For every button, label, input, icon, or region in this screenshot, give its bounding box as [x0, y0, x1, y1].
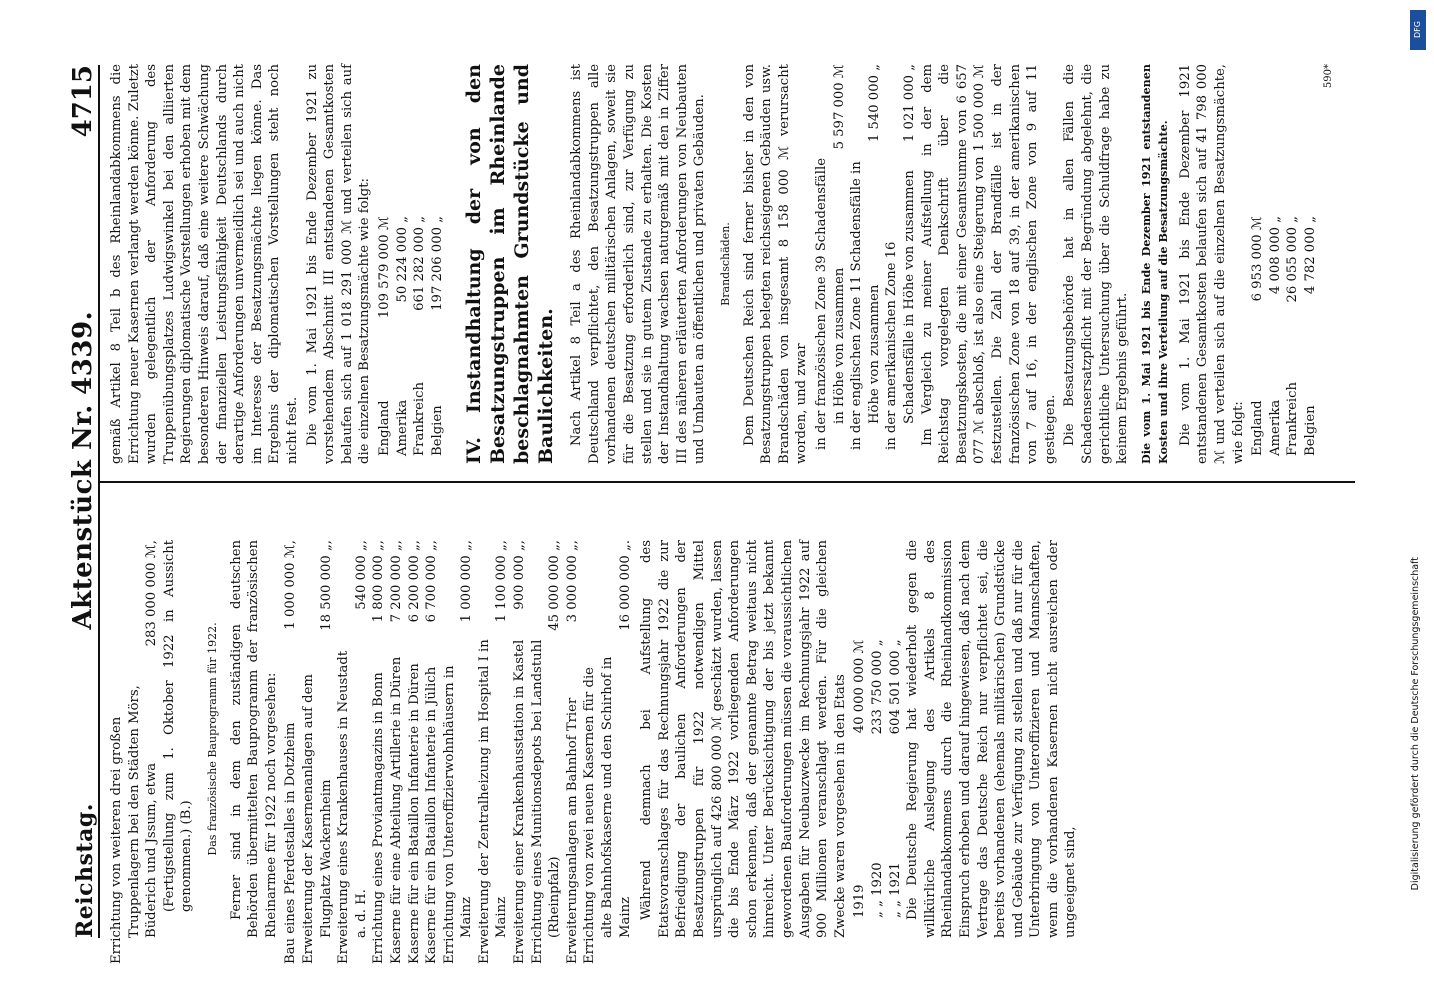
cell-label: 1919	[852, 884, 868, 918]
cell-label: Kaserne für ein Bataillon Infanterie in Jülich	[424, 666, 440, 964]
header-title: Aktenstück Nr. 4339.	[68, 310, 98, 630]
cell-value: 1 540 000 „	[866, 64, 882, 143]
list-item	[529, 540, 564, 938]
list-item	[581, 540, 634, 938]
list-item	[423, 540, 441, 938]
cell-value: 1 000 000 ℳ,	[283, 540, 299, 630]
damages-table	[813, 64, 919, 464]
sidebar-credit	[1406, 0, 1432, 1000]
cell-label: in der französischen Zone 39 Schadensfälle in Höhe von zusammen	[814, 157, 847, 450]
cell-value: 26 055 000 „	[1285, 216, 1301, 303]
cell-value: 6 700 000 „,	[424, 540, 440, 623]
cell-label: Frankreich	[1285, 381, 1301, 456]
cell-label: in der amerikanischen Zone 16 Schadensfälle in Höhe von zusammen	[884, 170, 917, 450]
cell-label: Errichtung eines Proviantmagazins in Bonn	[371, 672, 387, 964]
cell-label: England	[1250, 400, 1266, 456]
cell-value: 900 000 „,	[512, 540, 528, 610]
cell-label: Erweiterung der Zentralheizung im Hospital I in Mainz	[476, 639, 510, 964]
right-para3: Nach Artikel 8 Teil a des Rheinlandabkommens ist Deutschland verpflichtet, den Besatzungstruppen alle vorhandenen deutschen militärischen Anlagen, soweit sie für die Besatzung erforderlich sind, zur Verfügung zu stellen und sie in gutem Zustande zu erhalten. Die Kosten der Instandhaltung wachsen naturgemäß mit den in Ziffer III des näheren erläuterten Anforderungen von Neubauten und Umbauten an öffentlichen und privaten Gebäuden.	[569, 64, 708, 464]
right-note: Die vom 1. Mai 1921 bis Ende Dezember 1921 entstandenen Kosten und ihre Verteilung auf die Besatzungsmächte.	[1138, 64, 1171, 464]
table-row	[1284, 216, 1302, 456]
table-row	[1249, 216, 1267, 456]
cell-label: Amerika	[1267, 399, 1283, 456]
left-intro: Ferner sind in dem den zuständigen deutschen Behörden übermittelten Bauprogramm der französischen Rheinarmee für 1922 noch vorgesehen:	[228, 540, 279, 938]
cell-value: 16 000 000 „.	[617, 540, 633, 631]
cell-label: England	[376, 400, 392, 456]
costs-table-2	[1249, 216, 1319, 456]
cell-value: 40 000 000 ℳ	[852, 639, 868, 734]
right-para4: Dem Deutschen Reich sind ferner bisher in den von Besatzungstruppen belegten reichseigenen Gebäuden usw. Brandschäden von insgesamt 8 158 000 ℳ verursacht worden, und zwar	[741, 64, 810, 464]
cell-label: Belgien	[429, 405, 445, 456]
page-header	[40, 65, 100, 938]
item1-value: 283 000 000 ℳ,	[144, 540, 160, 647]
item1-note: (Fertigstellung zum 1. Oktober 1922 in Aussicht genommen.) (B.)	[161, 540, 195, 912]
cell-value: 3 000 000 „,	[564, 540, 580, 623]
list-item	[388, 540, 406, 938]
costs-table-1	[376, 216, 446, 456]
section-heading: IV. Instandhaltung der von den Besatzungstruppen im Rheinlande beschlagnahmten Grundstücke und Baulichkeiten.	[463, 64, 558, 464]
list-item	[406, 540, 424, 938]
cell-value: 1 800 000 „,	[371, 540, 387, 623]
cell-value: 4 008 000 „	[1267, 216, 1283, 295]
cell-label: Erweiterung der Kasernenanlagen auf dem Flugplatz Wackernheim	[300, 674, 334, 964]
right-para7: Die vom 1. Mai 1921 bis Ende Dezember 1921 entstandenen Gesamtkosten belaufen sich auf 41 798 000 ℳ und verteilen sich auf die einzelnen Besatzungsmächte, wie folgt:	[1177, 64, 1246, 464]
cell-value: 50 224 000 „	[394, 216, 410, 303]
cell-value: 540 000 „,	[353, 540, 369, 610]
list-item	[282, 540, 300, 938]
table-row	[1302, 216, 1320, 456]
column-divider	[100, 481, 1355, 483]
cell-value: 6 953 000 ℳ	[1250, 216, 1266, 302]
right-subheading: Brandschäden.	[719, 222, 733, 306]
digitization-credit: Digitalisierung gefördert durch die Deutsche Forschungsgemeinschaft	[1410, 556, 1421, 890]
table-row	[883, 64, 918, 464]
right-para6: Die Besatzungsbehörde hat in allen Fällen die Schadensersatzpflicht mit der Begründung abgelehnt, die gerichtliche Untersuchung über die Schuldfrage habe zu keinem Ergebnis geführt.	[1062, 64, 1131, 464]
right-para2: Die vom 1. Mai 1921 bis Ende Dezember 1921 zu vorstehendem Abschnitt III entstandenen Gesamtkosten belaufen sich auf 1 018 291 000 ℳ und verteilen sich auf die einzelnen Besatzungsmächte wie folgt:	[304, 64, 373, 464]
cell-label: Bau eines Pferdestalles in Dotzheim	[283, 722, 299, 964]
left-para2: Die Deutsche Regierung hat wiederholt gegen die willkürliche Auslegung des Artikels 8 des Rheinlandabkommens durch die Rheinlandkommission Einspruch erhoben und darauf hingewiesen, daß nach dem Vertrage das Deutsche Reich nur verpflichtet sei, die bereits vorhandenen (ehemals militärischen) Grundstücke und Gebäude zur Verfügung zu stellen und daß nur für die Unterbringung von Unteroffizieren und Mannschaften, wenn die vorhandenen Kasernen nicht ausreichen oder ungeeignet sind,	[905, 540, 1079, 938]
cell-label: Erweiterungsanlagen am Bahnhof Trier	[564, 697, 580, 964]
table-row	[429, 216, 447, 456]
right-column	[108, 64, 1339, 464]
cell-label: „ „ 1920	[869, 862, 885, 918]
cell-value: 604 501 000 „	[887, 639, 903, 735]
table-row	[1267, 216, 1285, 456]
table-row	[411, 216, 429, 456]
table-row	[848, 64, 883, 464]
list-item	[370, 540, 388, 938]
table-row	[869, 639, 887, 918]
dfg-logo: DFG	[1410, 10, 1426, 50]
page-footer-mark: 590*	[1322, 64, 1334, 89]
list-item	[564, 540, 582, 938]
etats-table	[851, 639, 904, 918]
cell-label: Errichtung eines Munitionsdepots bei Landstuhl (Rheinpfalz)	[529, 639, 563, 964]
cell-label: Errichtung von Unteroffizierwohnhäusern in Mainz	[441, 665, 475, 964]
list-item	[300, 540, 335, 938]
cell-label: Belgien	[1303, 405, 1319, 456]
cell-label: Kaserne für ein Bataillon Infanterie in Düren	[406, 663, 422, 964]
left-para1: Während demnach bei Aufstellung des Etatsvoranschlages für das Rechnungsjahr 1922 die zur Befriedigung der baulichen Anforderungen der Besatzungstruppen für 1922 notwendigen Mittel ursprünglich auf 426 800 000 ℳ geschätzt wurden, lassen die bis Ende März 1922 vorliegenden Anforderungen schon erkennen, daß der genannte Betrag weitaus nicht hinreicht. Unter Berücksichtigung der bis jetzt bekannt gewordenen Bauforderungen müssen die voraussichtlichen Ausgaben für Neubauzwecke im Rechnungsjahr 1922 auf 900 Millionen veranschlagt werden. Für die gleichen Zwecke waren vorgesehen in den Etats	[639, 540, 848, 938]
left-subheading: Das französische Bauprogramm für 1922.	[205, 622, 219, 856]
cell-label: Kaserne für eine Abteilung Artillerie in Düren	[388, 656, 404, 964]
cell-value: 5 597 000 ℳ	[831, 64, 847, 150]
cell-value: 109 579 000 ℳ	[376, 216, 392, 319]
cell-label: Amerika	[394, 399, 410, 456]
item1-label: Errichtung von weiteren drei großen Truppenlagern bei den Städten Mörs, Büderich und Jssum, etwa	[109, 685, 160, 964]
cell-value: 1 021 000 „	[901, 64, 917, 143]
cell-label: Frankreich	[412, 381, 428, 456]
cell-label: in der englischen Zone 11 Schadensfälle in Höhe von zusammen	[849, 161, 882, 450]
table-row	[851, 639, 869, 918]
table-row	[887, 639, 905, 918]
item1-row	[108, 540, 161, 964]
right-para5: Im Vergleich zu meiner Aufstellung in der dem Reichstag vorgelegten Denkschrift über die Besatzungskosten, die mit einer Gesamtsumme von 6 657 077 ℳ abschloß, ist also eine Steigerung von 1 500 000 ℳ festzustellen. Die Zahl der Brandfälle ist in der französischen Zone von 18 auf 39, in der amerikanischen von 7 auf 16, in der englischen Zone von 9 auf 11 gestiegen.	[919, 64, 1058, 464]
page-number: 4715	[68, 65, 98, 138]
list-item	[476, 540, 511, 938]
cell-value: 18 500 000 „,	[318, 540, 334, 631]
left-column	[108, 540, 1082, 964]
list-item	[335, 540, 370, 938]
cell-value: 7 200 000 „,	[388, 540, 404, 623]
header-left: Reichstag.	[72, 803, 98, 938]
cell-value: 4 782 000 „	[1303, 216, 1319, 295]
right-para1: gemäß Artikel 8 Teil b des Rheinlandabkommens die Errichtung neuer Kasernen verlangt werden könne. Zuletzt wurden gelegentlich der Anforderung des Truppenübungsplatzes Ludwigswinkel bei den alliierten Regierungen diplomatische Vorstellungen erhoben mit dem besonderen Hinweis darauf, daß eine weitere Schwächung der finanziellen Leistungsfähigkeit Deutschlands durch derartige Anforderungen unvermeidlich sei und auch nicht im Interesse der Besatzungsmächte liegen könne. Das Ergebnis der diplomatischen Vorstellungen steht noch nicht fest.	[109, 64, 300, 464]
list-item	[441, 540, 476, 938]
cell-label: Erweiterung einer Krankenhausstation in Kastel	[512, 639, 528, 964]
cell-value: 661 282 000 „	[412, 216, 428, 311]
cell-value: 45 000 000 „,	[547, 540, 563, 631]
table-row	[394, 216, 412, 456]
table-row	[813, 64, 848, 464]
cell-label: Erweiterung eines Krankenhauses in Neustadt a. d. H.	[336, 650, 369, 964]
cell-value: 197 206 000 „	[429, 216, 445, 311]
cell-value: 1 100 000 „,	[494, 540, 510, 623]
table-row	[376, 216, 394, 456]
list-item	[511, 540, 529, 938]
cell-value: 233 750 000 „	[869, 639, 885, 735]
cell-value: 6 200 000 „,	[406, 540, 422, 623]
building-list	[282, 540, 634, 964]
cell-label: „ „ 1921	[887, 862, 903, 918]
cell-value: 1 000 000 „,	[459, 540, 475, 623]
cell-label: Errichtung von zwei neuen Kasernen für die alte Bahnhofskaserne und den Schirhof in Mainz	[582, 656, 633, 964]
